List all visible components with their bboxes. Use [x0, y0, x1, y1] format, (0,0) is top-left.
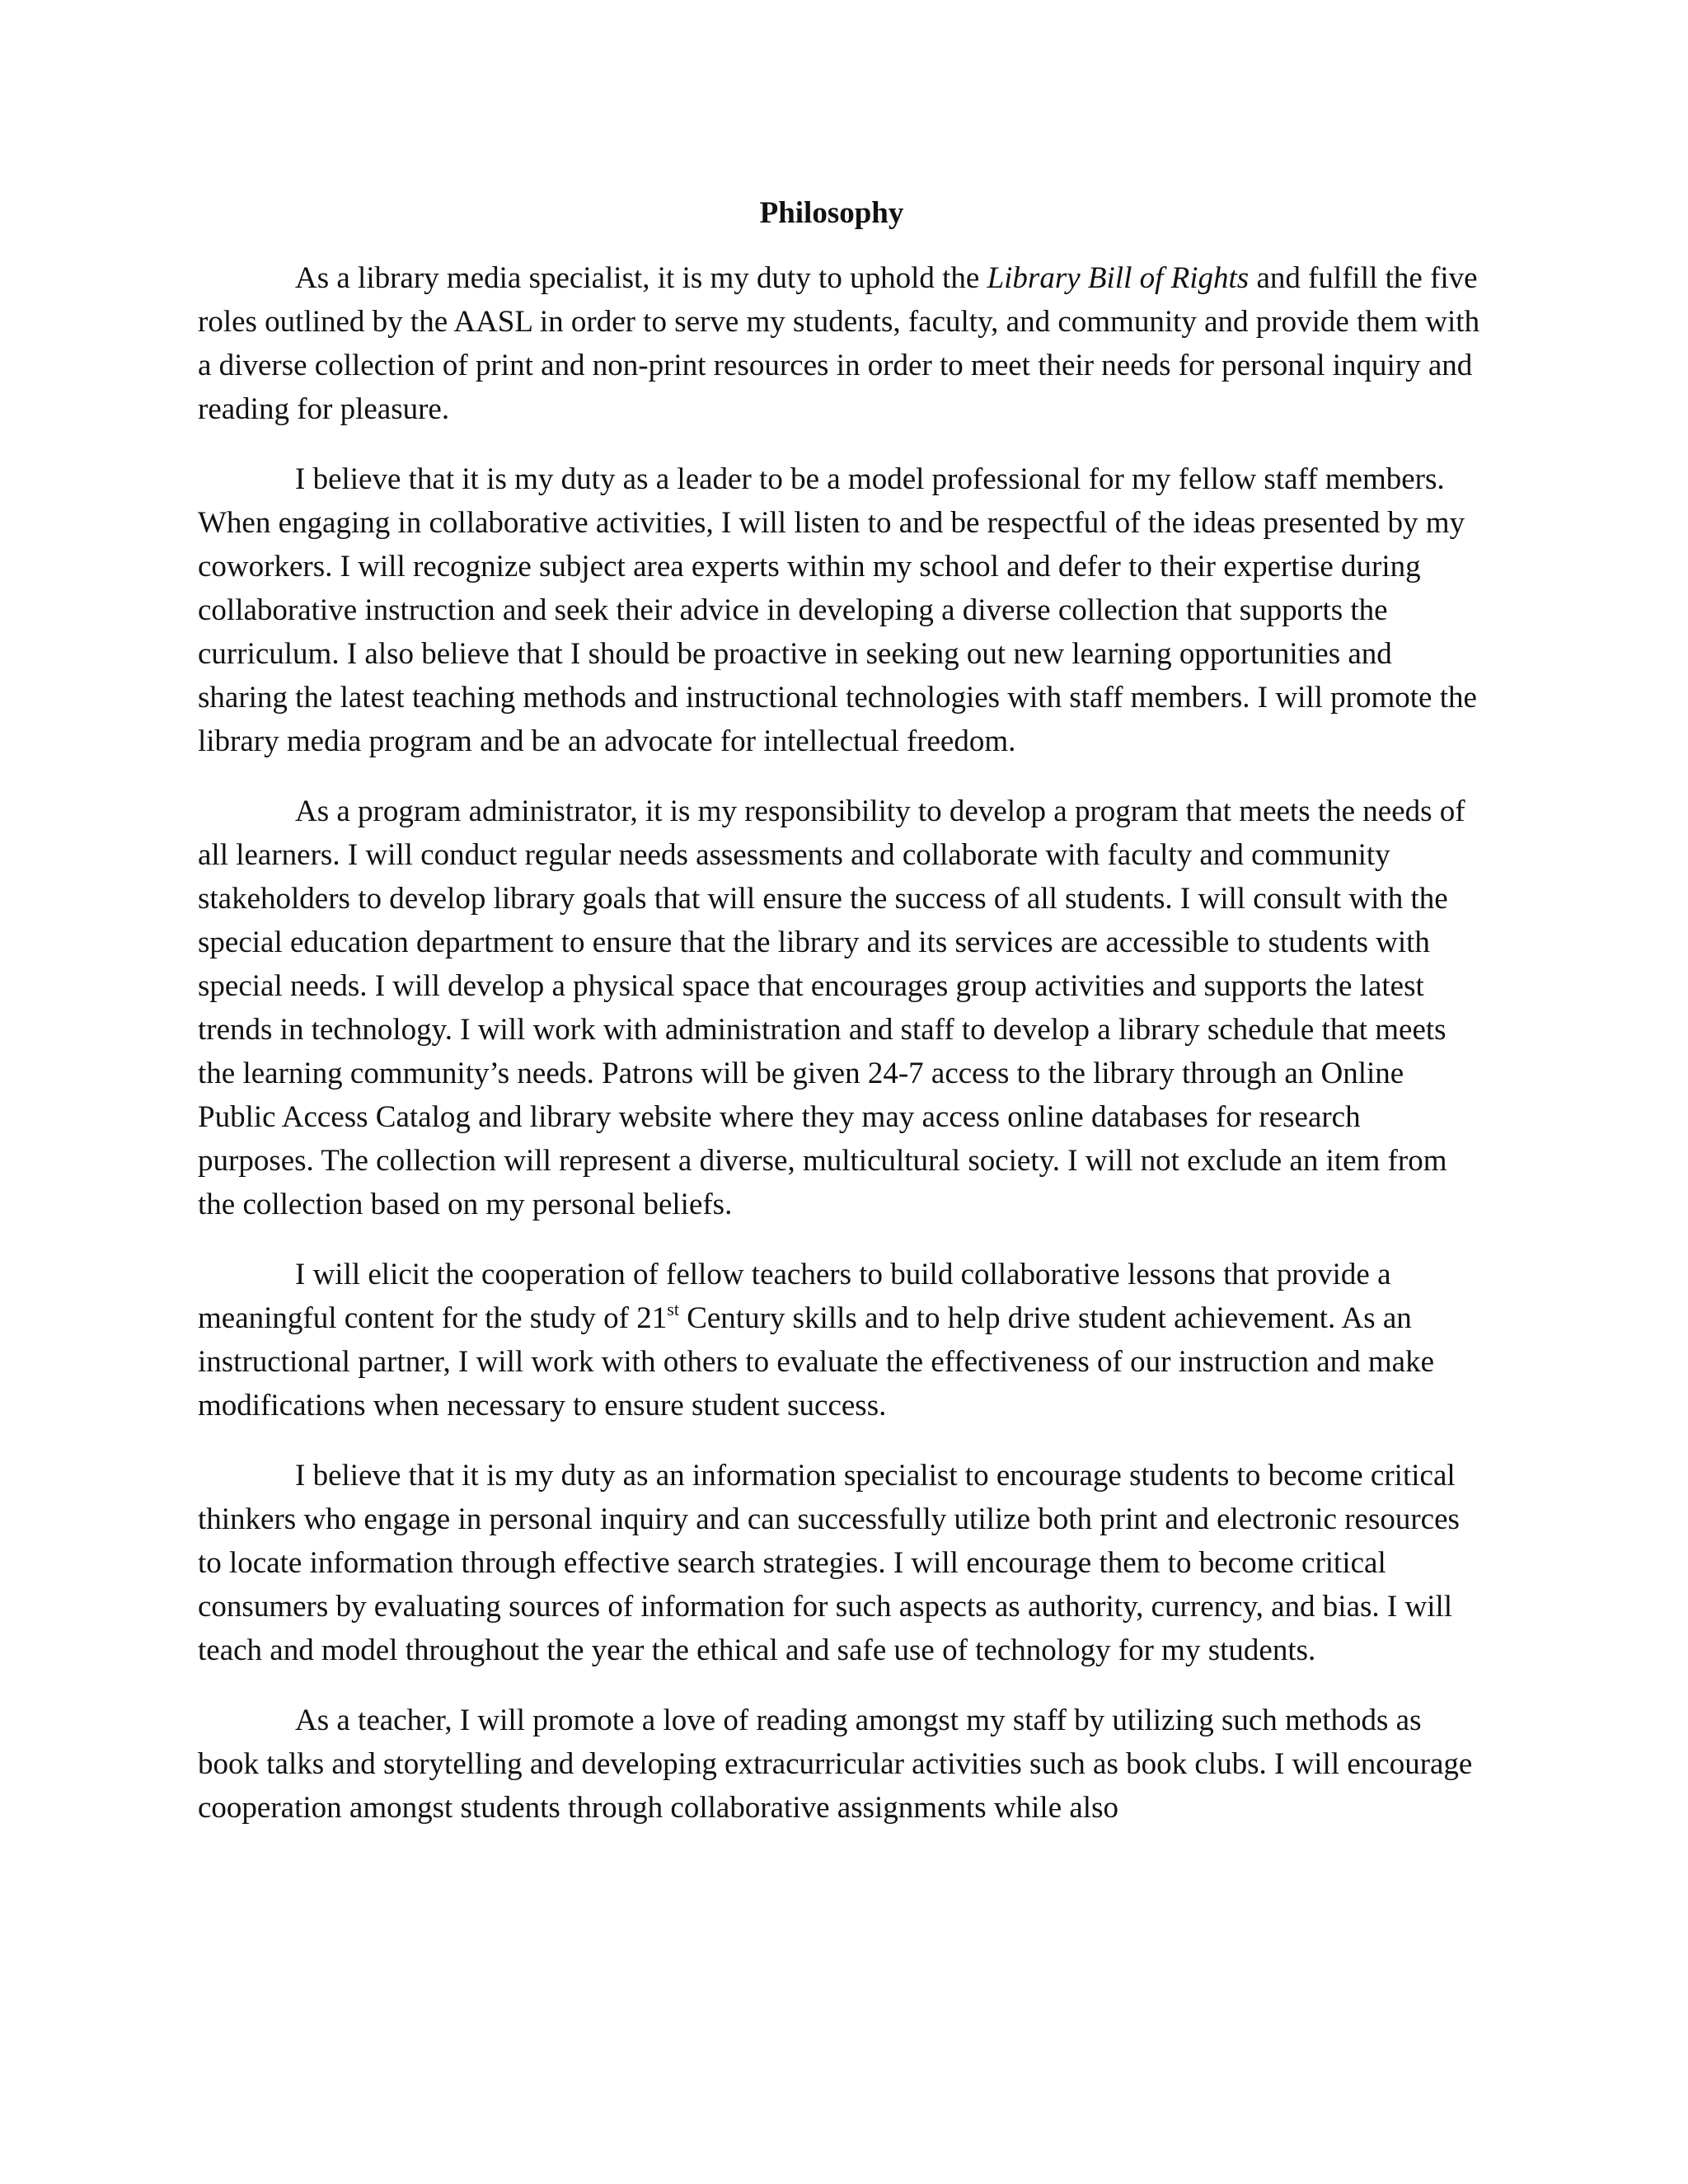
paragraph-text-after: and fulfill the five roles outlined by the AASL in order to serve my students, faculty, and community and provide them with a diverse collection of print and non-print resources in order to meet their needs for personal inquiry and reading for pleasure.: [198, 261, 1480, 426]
paragraph-text-before: As a library media specialist, it is my duty to uphold the: [295, 261, 987, 295]
paragraph-teacher: As a teacher, I will promote a love of reading amongst my staff by utilizing such methods as book talks and storytelling and developing extracurricular activities such as book clubs. I will encourage cooperation amongst students through collaborative assignments while also: [198, 1704, 1473, 1825]
document-body: [198, 191, 1484, 1856]
ordinal-superscript: st: [667, 1299, 679, 1319]
paragraph-instructional-partner: [198, 1253, 1484, 1427]
paragraph-program-administrator: As a program administrator, it is my responsibility to develop a program that meets the needs of all learners. I will conduct regular needs assessments and collaborate with faculty and community stakeholders to develop library goals that will ensure the success of all students. I will consult with the special education department to ensure that the library and its services are accessible to students with special needs. I will develop a physical space that encourages group activities and supports the latest trends in technology. I will work with administration and staff to develop a library schedule that meets the learning community’s needs. Patrons will be given 24-7 access to the library through an Online Public Access Catalog and library website where they may access online databases for research purposes. The collection will represent a diverse, multicultural society. I will not exclude an item from the collection based on my personal beliefs.: [198, 794, 1465, 1221]
page-title: Philosophy: [759, 196, 904, 230]
italic-title-reference: Library Bill of Rights: [987, 261, 1250, 295]
paragraph-text-before: I will elicit the cooperation of fellow teachers to build collaborative lessons that provide a meaningful content for the study of 21: [198, 1258, 1391, 1335]
paragraph-text-after: Century skills and to help drive student achievement. As an instructional partner, I will work with others to evaluate the effectiveness of our instruction and make modifications when necessary to ensure student success.: [198, 1301, 1434, 1422]
paragraph-information-specialist: I believe that it is my duty as an information specialist to encourage students to become critical thinkers who engage in personal inquiry and can successfully utilize both print and electronic resources to locate information through effective search strategies. I will encourage them to become critical consumers by evaluating sources of information for such aspects as authority, currency, and bias. I will teach and model throughout the year the ethical and safe use of technology for my students.: [198, 1459, 1460, 1667]
paragraph-leader: I believe that it is my duty as a leader to be a model professional for my fellow staff members. When engaging in collaborative activities, I will listen to and be respectful of the ideas presented by my coworkers. I will recognize subject area experts within my school and defer to their expertise during collaborative instruction and seek their advice in developing a diverse collection that supports the curriculum. I also believe that I should be proactive in seeking out new learning opportunities and sharing the latest teaching methods and instructional technologies with staff members. I will promote the library media program and be an advocate for intellectual freedom.: [198, 462, 1477, 758]
paragraph-library-media-specialist: [198, 256, 1484, 431]
